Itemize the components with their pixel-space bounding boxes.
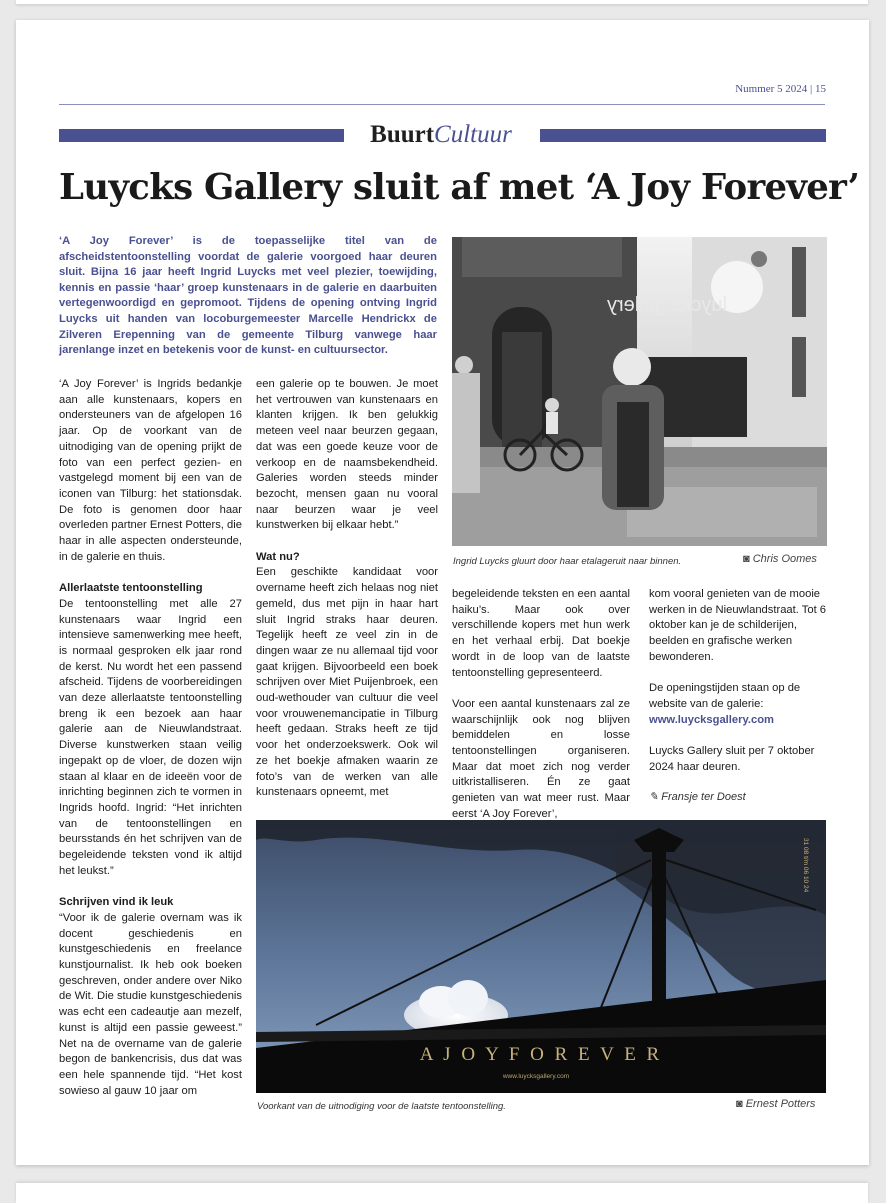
issue-number: Nummer 5 2024 [735,83,808,95]
author-byline [649,790,827,806]
col4-paragraph-1: kom vooral genieten van de mooie werken in de Nieuwlandstraat. Tot 6 oktober kan je de schilderijen, beelden en grafische werken bewonderen. [649,588,827,663]
issue-info [16,83,826,95]
section-title-b: Cultuur [434,121,512,148]
magazine-page [16,20,869,1165]
col3-paragraph-1: begeleidende teksten en een aantal haiku’s. Maar ook over verschillende kopers met hun werk en het verhaal erbij. Dat boekje wordt in de loop van de laatste tentoonstelling gepresenteerd. [452,588,630,679]
section-bar-right [540,129,826,142]
invitation-title-text: A J O Y F O R E V E R [419,1044,663,1065]
column-4 [649,587,827,806]
col4-paragraph-2: De openingstijden staan op de website van de galerie: [649,682,801,710]
intro-paragraph: ‘A Joy Forever’ is de toepasselijke titel van de afscheidstentoonstelling voordat de galerie voorgoed haar deuren sluit. Bijna 16 jaar heeft Ingrid Luycks met veel plezier, toewijding, kennis en passie ‘haar’ groep kunstenaars in de galerie en daarbuiten vertegenwoordigd en gepromoot. Tijdens de opening ontving Ingrid Luycks uit handen van locoburgemeester Marcelle Hendrickx de Zilveren Erepenning van de gemeente Tilburg vanwege haar jarenlange inzet en betekenis voor de kunst- en cultuursector. [59,235,437,357]
photo2-caption: Voorkant van de uitnodiging voor de laatste tentoonstelling. [257,1101,506,1112]
photo1-credit [743,553,817,565]
gallery-window-photo-art [452,237,827,546]
col2-paragraph-1: een galerie op te bouwen. Je moet het vertrouwen van kunstenaars en klanten krijgen. Ik ben gelukkig meteen veel naar beurzen gegaan, dat was een goede keuze voor de verkoop en de naamsbekendheid. Galeries worden steeds minder bezocht, mensen gaan nu vooral naar beurzen waar je veel kunstwerken bij elkaar hebt.” [256,378,438,532]
camera-icon: ◙ [743,553,750,565]
photo2-credit-name: Ernest Potters [745,1098,816,1110]
col1-paragraph-3: “Voor ik de galerie overnam was ik docent geschiedenis en kunstgeschiedenis en freelance kunstjournalist. Ik heb ook boeken geschreven, onder andere over Niko de Wit. Die studie kunstgeschiedenis was echt een cadeautje aan mezelf, kunst is altijd een passie geweest.” Net na de overname van de galerie begon de bankencrisis, dus dat was een hele spannende tijd. “Het kost sowieso al gauw 10 jaar om [59,911,242,1097]
photo2-credit [736,1098,815,1110]
col2-paragraph-2: Een geschikte kandidaat voor overname heeft zich helaas nog niet gemeld, dus met pijn in haar hart sluit Ingrid straks haar deuren. Tegelijk heeft ze veel zin in de dingen waar ze nu allemaal tijd voor gaat krijgen. Bijvoorbeeld een boek schrijven over Miet Puijenbroek, een oud-wethouder van cultuur die veel voor vrouwenemancipatie in Tilburg heeft gedaan. Straks heeft ze tijd voor het onderzoekswerk. Ook wil ze het boekje afmaken waarin ze foto’s van de werken van alle kunstenaars opneemt, met [256,566,438,799]
headline: Luycks Gallery sluit af met ‘A Joy Forever’ [59,167,860,208]
gallery-window-photo [452,237,827,546]
col1-paragraph-2: De tentoonstelling met alle 27 kunstenaars waar Ingrid een intensieve samenwerking mee heeft, is normaal gesproken elk jaar rond de kerst. Nu wordt het een passend afscheid. Tijdens de voorbereidingen van deze allerlaatste tentoonstelling breng ik een bezoek aan haar galerie aan de Nieuwlandstraat. Diverse kunstwerken staan veilig ingepakt op de vloer, de dozen wijn staan al klaar en de ideeën voor de inrichting beginnen zich te vormen in Ingrids hoofd. Ingrid: “Het inrichten van de tentoonstellingen en beursstands én het schrijven van de begeleidende teksten vond ik altijd het leukst.” [59,597,242,877]
gallery-website-link[interactable]: www.luycksgallery.com [649,713,774,726]
section-title-a: Buurt [370,121,435,148]
col4-paragraph-3: Luycks Gallery sluit per 7 oktober 2024 haar deuren. [649,745,815,773]
col3-paragraph-2: Voor een aantal kunstenaars zal ze waarschijnlijk ook nog blijven bemiddelen en losse tentoonstellingen organiseren. Maar dat moet zich nog verder uitkristalliseren. Én ze gaat genieten van wat meer rust. Maar eerst ‘A Joy Forever’, [452,697,630,820]
pen-icon: ✎ [649,791,659,804]
header-rule [59,104,825,105]
col2-subheading: Wat nu? [256,550,300,563]
invitation-photo-art [256,820,826,1093]
camera-icon: ◙ [736,1098,743,1110]
section-bar-left [59,129,344,142]
column-2 [256,377,438,801]
column-3 [452,587,630,823]
previous-page-edge [16,0,868,4]
col1-paragraph-1: ‘A Joy Forever’ is Ingrids bedankje aan alle kunstenaars, kopers en ondersteuners van de afgelopen 16 jaar. Op de voorkant van de uitnodiging van de opening prijkt de foto van een perfect gezien- en vastgelegd moment bij een van de iconen van Tilburg: het stationsdak. De foto is genomen door haar overleden partner Ernest Potters, die haar in alle aspecten ondersteunde, in de galerie en thuis. [59,378,242,563]
section-title [306,121,576,149]
invitation-url-text: www.luycksgallery.com [502,1073,570,1080]
photo1-credit-name: Chris Oomes [752,553,817,565]
col1-subheading-1: Allerlaatste tentoonstelling [59,582,203,595]
author-name: Fransje ter Doest [661,791,746,804]
col1-subheading-2: Schrijven vind ik leuk [59,896,174,909]
page-number: 15 [815,83,826,95]
next-page-edge [16,1183,868,1203]
invitation-photo [256,820,826,1093]
photo1-caption: Ingrid Luycks gluurt door haar etalageruit naar binnen. [453,556,682,567]
window-lettering: luycks gallery [606,294,727,316]
issue-separator: | [810,83,813,95]
invitation-date-text: 31 08 t/m 06 10 24 [802,838,809,893]
column-1 [59,377,242,1099]
